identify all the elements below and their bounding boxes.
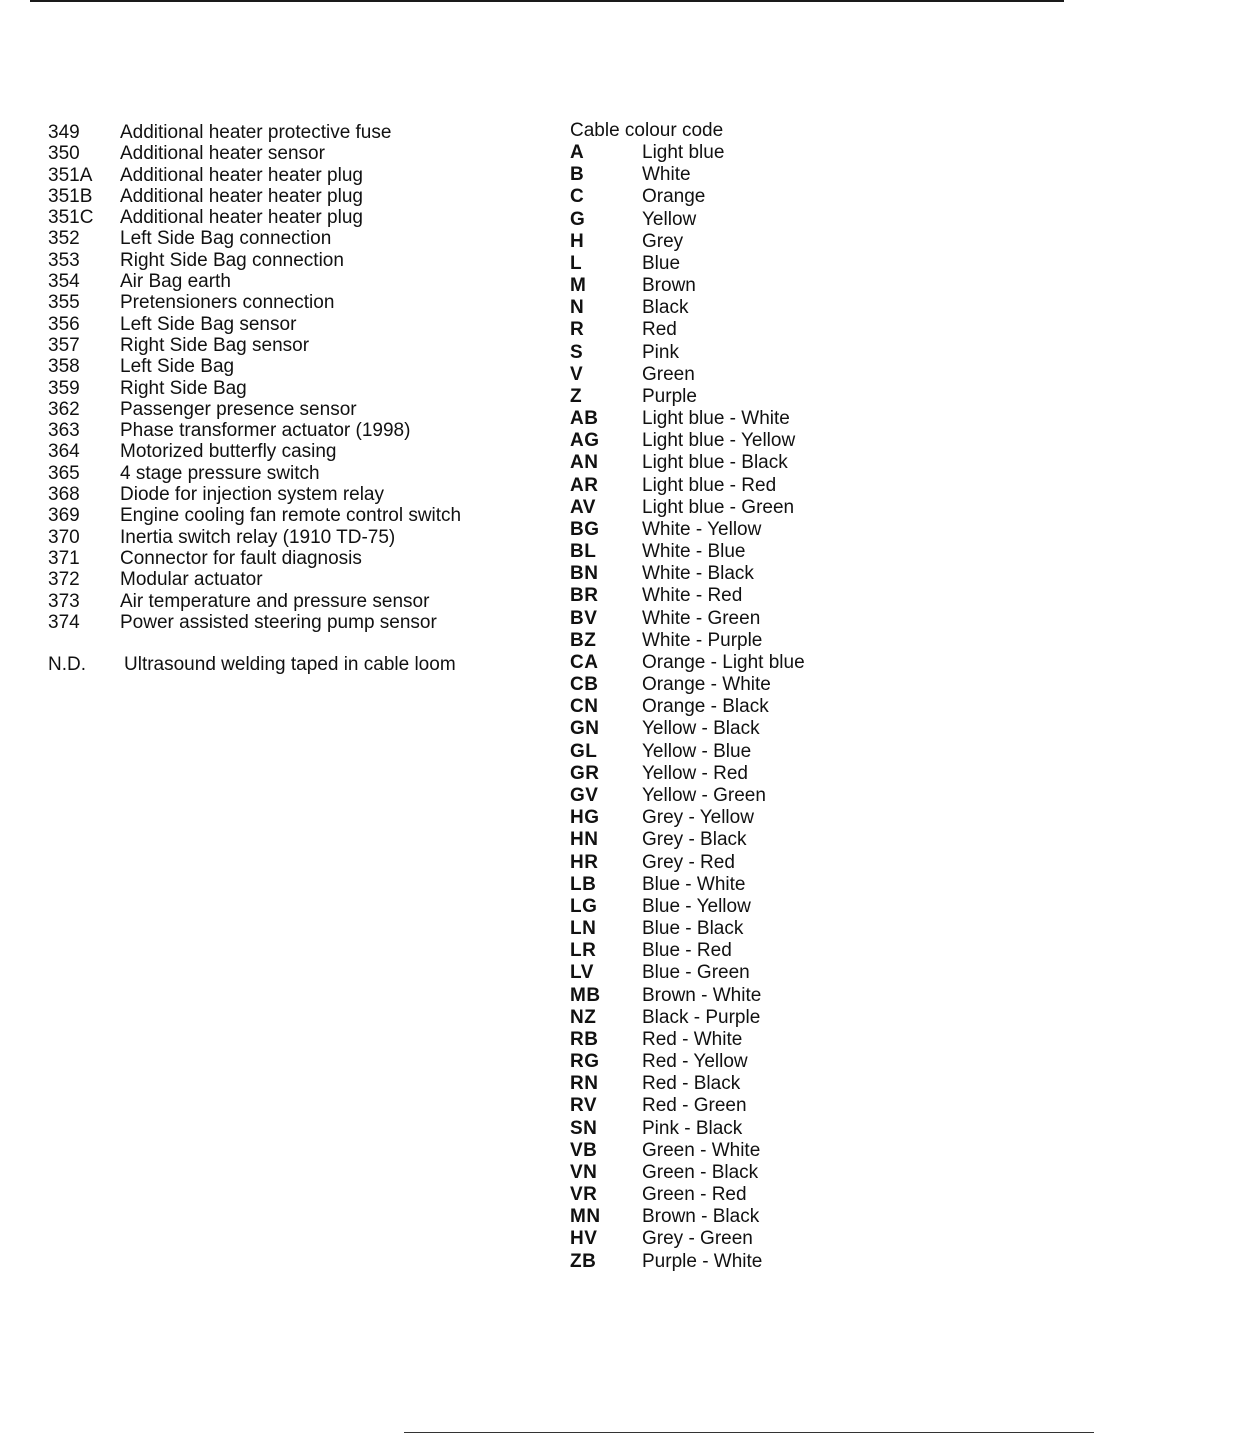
component-description: Additional heater sensor xyxy=(120,143,325,165)
colour-code: LR xyxy=(570,940,597,962)
colour-code: ZB xyxy=(570,1250,597,1272)
colour-code-row xyxy=(570,164,870,186)
colour-name: White - Black xyxy=(642,563,754,585)
colour-code: B xyxy=(570,164,585,186)
component-row xyxy=(48,441,528,462)
component-number: 362 xyxy=(48,398,80,420)
colour-code: BN xyxy=(570,563,599,585)
colour-name: White xyxy=(642,164,691,186)
colour-code: GR xyxy=(570,762,600,784)
colour-code-row xyxy=(570,630,870,652)
colour-name: Light blue - Red xyxy=(642,474,777,496)
colour-code: AG xyxy=(570,430,600,452)
colour-name: Grey - Yellow xyxy=(642,807,754,829)
component-number: 372 xyxy=(48,569,80,591)
colour-name: Orange xyxy=(642,186,706,208)
colour-name: Orange - Light blue xyxy=(642,651,805,673)
colour-name: Purple xyxy=(642,385,697,407)
colour-name: Green - White xyxy=(642,1139,761,1161)
colour-code-row xyxy=(570,1051,870,1073)
note-number: N.D. xyxy=(48,654,86,676)
note-row xyxy=(48,654,528,675)
colour-code: AB xyxy=(570,408,599,430)
colour-code: GN xyxy=(570,718,600,740)
colour-name: Light blue - Green xyxy=(642,496,795,518)
colour-code: MN xyxy=(570,1206,601,1228)
colour-code-row xyxy=(570,1073,870,1095)
colour-code-row xyxy=(570,186,870,208)
colour-name: Light blue - Black xyxy=(642,452,788,474)
component-number: 354 xyxy=(48,271,80,293)
colour-code: SN xyxy=(570,1117,598,1139)
colour-code: BZ xyxy=(570,629,597,651)
note-description: Ultrasound welding taped in cable loom xyxy=(124,654,456,676)
colour-code-row xyxy=(570,563,870,585)
component-number: 365 xyxy=(48,462,80,484)
colour-code: AV xyxy=(570,496,596,518)
component-number: 358 xyxy=(48,356,80,378)
colour-code: V xyxy=(570,363,584,385)
colour-code: RG xyxy=(570,1051,600,1073)
component-number: 371 xyxy=(48,547,80,569)
colour-name: Grey xyxy=(642,230,684,252)
colour-name: Orange - White xyxy=(642,674,771,696)
component-number: 359 xyxy=(48,377,80,399)
colour-code: BL xyxy=(570,541,597,563)
component-row xyxy=(48,591,528,612)
colour-name: Grey - Black xyxy=(642,829,747,851)
component-description: Inertia switch relay (1910 TD-75) xyxy=(120,526,396,548)
component-row xyxy=(48,292,528,313)
colour-code-row xyxy=(570,519,870,541)
component-number: 351A xyxy=(48,164,93,186)
component-row xyxy=(48,228,528,249)
colour-code: CA xyxy=(570,651,599,673)
colour-code: RV xyxy=(570,1095,598,1117)
colour-code-row xyxy=(570,829,870,851)
colour-code-row xyxy=(570,541,870,563)
colour-name: Light blue - Yellow xyxy=(642,430,796,452)
colour-code-row xyxy=(570,652,870,674)
component-number: 369 xyxy=(48,505,80,527)
colour-code: H xyxy=(570,230,585,252)
component-number: 353 xyxy=(48,249,80,271)
colour-name: Purple - White xyxy=(642,1250,763,1272)
component-row xyxy=(48,420,528,441)
colour-code: GL xyxy=(570,740,598,762)
colour-code: GV xyxy=(570,784,599,806)
colour-code-row xyxy=(570,1029,870,1051)
colour-name: Grey - Green xyxy=(642,1228,753,1250)
component-description: Right Side Bag connection xyxy=(120,249,344,271)
colour-code-row xyxy=(570,1162,870,1184)
colour-code-row xyxy=(570,475,870,497)
colour-name: Black - Purple xyxy=(642,1006,761,1028)
colour-code-row xyxy=(570,985,870,1007)
colour-code-row xyxy=(570,608,870,630)
colour-code-row xyxy=(570,253,870,275)
colour-code-row xyxy=(570,408,870,430)
component-description: Connector for fault diagnosis xyxy=(120,547,362,569)
colour-code: MB xyxy=(570,984,601,1006)
colour-code-row xyxy=(570,430,870,452)
colour-code: L xyxy=(570,252,583,274)
colour-name: Yellow - Black xyxy=(642,718,760,740)
colour-code: CN xyxy=(570,696,599,718)
colour-name: Red - Yellow xyxy=(642,1051,748,1073)
colour-code: LV xyxy=(570,962,594,984)
colour-code: HG xyxy=(570,807,600,829)
colour-name: White - Green xyxy=(642,607,761,629)
colour-code-row xyxy=(570,763,870,785)
colour-name: Green - Black xyxy=(642,1161,759,1183)
bottom-rule xyxy=(404,1432,1094,1433)
component-number: 374 xyxy=(48,611,80,633)
colour-code-row xyxy=(570,874,870,896)
component-row xyxy=(48,165,528,186)
colour-name: Orange - Black xyxy=(642,696,769,718)
component-description: Additional heater heater plug xyxy=(120,207,363,229)
colour-name: Blue xyxy=(642,252,681,274)
colour-code-row xyxy=(570,1007,870,1029)
component-number: 352 xyxy=(48,228,80,250)
colour-code-title: Cable colour code xyxy=(570,120,724,141)
colour-code-row xyxy=(570,696,870,718)
component-number: 349 xyxy=(48,122,80,143)
component-number: 373 xyxy=(48,590,80,612)
colour-name: Blue - Yellow xyxy=(642,895,751,917)
component-row xyxy=(48,463,528,484)
colour-name: Green - Red xyxy=(642,1184,747,1206)
component-number: 370 xyxy=(48,526,80,548)
colour-code-row xyxy=(570,585,870,607)
colour-code: RN xyxy=(570,1073,599,1095)
colour-code: A xyxy=(570,142,585,163)
colour-name: Red - Green xyxy=(642,1095,747,1117)
component-description: Modular actuator xyxy=(120,569,263,591)
component-description: Left Side Bag sensor xyxy=(120,313,297,335)
component-row xyxy=(48,271,528,292)
colour-name: Yellow - Green xyxy=(642,784,766,806)
colour-code-row xyxy=(570,741,870,763)
component-description: Left Side Bag xyxy=(120,356,235,378)
colour-code: N xyxy=(570,297,585,319)
colour-name: Light blue xyxy=(642,142,725,163)
component-description: Air temperature and pressure sensor xyxy=(120,590,430,612)
component-description: Left Side Bag connection xyxy=(120,228,332,250)
colour-name: Red - Black xyxy=(642,1073,741,1095)
component-number: 356 xyxy=(48,313,80,335)
colour-name: Blue - White xyxy=(642,873,746,895)
colour-code: RB xyxy=(570,1028,599,1050)
component-row xyxy=(48,527,528,548)
colour-name: Brown xyxy=(642,275,696,297)
component-row xyxy=(48,548,528,569)
colour-code-row xyxy=(570,297,870,319)
colour-code-row xyxy=(570,319,870,341)
colour-code: LB xyxy=(570,873,597,895)
component-description: Phase transformer actuator (1998) xyxy=(120,420,411,442)
colour-code-row xyxy=(570,452,870,474)
colour-name: Black xyxy=(642,297,689,319)
colour-code: VR xyxy=(570,1184,598,1206)
colour-code: AN xyxy=(570,452,599,474)
colour-code: VB xyxy=(570,1139,598,1161)
colour-code: G xyxy=(570,208,586,230)
colour-name: Blue - Black xyxy=(642,918,744,940)
component-row xyxy=(48,143,528,164)
colour-code-row xyxy=(570,1228,870,1250)
colour-code-row xyxy=(570,852,870,874)
colour-code-row xyxy=(570,962,870,984)
colour-name: Yellow - Red xyxy=(642,762,748,784)
colour-name: Green xyxy=(642,363,695,385)
component-row xyxy=(48,250,528,271)
colour-code: LN xyxy=(570,918,597,940)
component-row xyxy=(48,378,528,399)
component-description: Power assisted steering pump sensor xyxy=(120,611,437,633)
colour-code: AR xyxy=(570,474,599,496)
colour-code: HV xyxy=(570,1228,598,1250)
component-number: 363 xyxy=(48,420,80,442)
colour-code: Z xyxy=(570,385,583,407)
colour-code: LG xyxy=(570,895,598,917)
component-row xyxy=(48,505,528,526)
component-description: Passenger presence sensor xyxy=(120,398,357,420)
colour-code-row xyxy=(570,718,870,740)
component-description: 4 stage pressure switch xyxy=(120,462,320,484)
component-description: Pretensioners connection xyxy=(120,292,335,314)
colour-code: BG xyxy=(570,518,600,540)
colour-code-row xyxy=(570,1184,870,1206)
component-description: Right Side Bag sensor xyxy=(120,334,310,356)
component-number: 350 xyxy=(48,143,80,165)
colour-code: BV xyxy=(570,607,598,629)
colour-code-row xyxy=(570,1251,870,1273)
colour-code: C xyxy=(570,186,585,208)
component-row xyxy=(48,186,528,207)
colour-name: Grey - Red xyxy=(642,851,735,873)
component-list xyxy=(48,122,528,675)
component-number: 351B xyxy=(48,185,93,207)
component-description: Engine cooling fan remote control switch xyxy=(120,505,462,527)
colour-name: White - Blue xyxy=(642,541,746,563)
component-description: Right Side Bag xyxy=(120,377,247,399)
colour-code-row xyxy=(570,1118,870,1140)
component-description: Additional heater protective fuse xyxy=(120,122,392,143)
component-number: 357 xyxy=(48,334,80,356)
component-row xyxy=(48,612,528,633)
component-number: 355 xyxy=(48,292,80,314)
component-row xyxy=(48,335,528,356)
colour-code-row xyxy=(570,275,870,297)
component-row xyxy=(48,569,528,590)
component-row xyxy=(48,356,528,377)
colour-code-row xyxy=(570,364,870,386)
component-number: 351C xyxy=(48,207,94,229)
colour-code-row xyxy=(570,342,870,364)
component-description: Motorized butterfly casing xyxy=(120,441,337,463)
colour-code-row xyxy=(570,1206,870,1228)
component-description: Additional heater heater plug xyxy=(120,185,363,207)
colour-name: Blue - Green xyxy=(642,962,750,984)
colour-name: White - Yellow xyxy=(642,518,762,540)
component-row xyxy=(48,207,528,228)
colour-code: VN xyxy=(570,1161,598,1183)
cable-colour-code xyxy=(570,120,870,1273)
component-row xyxy=(48,314,528,335)
colour-code: S xyxy=(570,341,584,363)
component-description: Air Bag earth xyxy=(120,271,231,293)
colour-code-row xyxy=(570,386,870,408)
colour-name: Light blue - White xyxy=(642,408,790,430)
colour-code: HR xyxy=(570,851,599,873)
colour-code-row xyxy=(570,918,870,940)
colour-name: Yellow - Blue xyxy=(642,740,752,762)
top-rule xyxy=(30,0,1064,2)
colour-code: R xyxy=(570,319,585,341)
colour-code-row xyxy=(570,1095,870,1117)
colour-code: BR xyxy=(570,585,599,607)
colour-code: HN xyxy=(570,829,599,851)
colour-name: Brown - Black xyxy=(642,1206,760,1228)
colour-name: Pink xyxy=(642,341,679,363)
colour-code-row xyxy=(570,785,870,807)
colour-name: Red xyxy=(642,319,677,341)
colour-code-row xyxy=(570,896,870,918)
colour-code: NZ xyxy=(570,1006,597,1028)
component-description: Additional heater heater plug xyxy=(120,164,363,186)
component-description: Diode for injection system relay xyxy=(120,484,384,506)
component-row xyxy=(48,484,528,505)
colour-name: Pink - Black xyxy=(642,1117,743,1139)
colour-code-row xyxy=(570,940,870,962)
component-row xyxy=(48,122,528,143)
component-number: 364 xyxy=(48,441,80,463)
colour-name: Red - White xyxy=(642,1028,743,1050)
colour-name: Blue - Red xyxy=(642,940,732,962)
colour-code-row xyxy=(570,497,870,519)
component-number: 368 xyxy=(48,484,80,506)
colour-code: M xyxy=(570,275,587,297)
colour-name: Yellow xyxy=(642,208,697,230)
colour-code-row xyxy=(570,674,870,696)
colour-name: Brown - White xyxy=(642,984,762,1006)
colour-code-row xyxy=(570,1140,870,1162)
colour-code-row xyxy=(570,807,870,829)
colour-code-row xyxy=(570,142,870,164)
colour-code-row xyxy=(570,231,870,253)
colour-code: CB xyxy=(570,674,599,696)
colour-name: White - Red xyxy=(642,585,743,607)
colour-name: White - Purple xyxy=(642,629,763,651)
colour-code-row xyxy=(570,209,870,231)
component-row xyxy=(48,399,528,420)
